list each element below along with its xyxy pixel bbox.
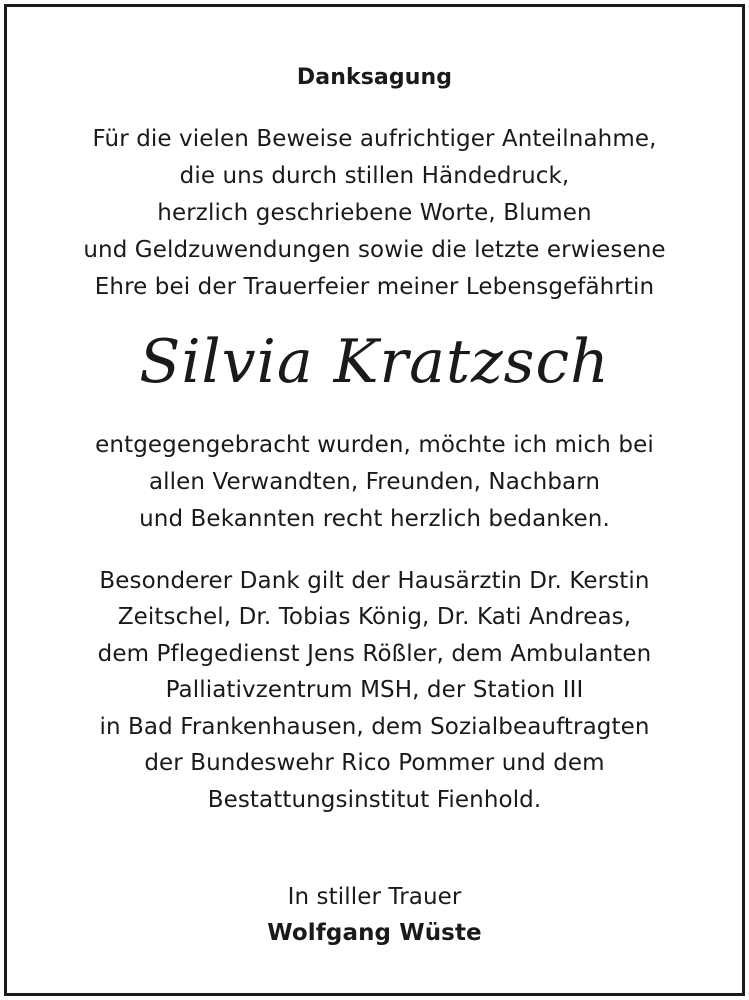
- paragraph2-line-2: allen Verwandten, Freunden, Nachbarn: [148, 469, 601, 495]
- deceased-name: Silvia Kratzsch: [139, 327, 610, 397]
- paragraph2-line-3: und Bekannten recht herzlich bedanken.: [139, 506, 610, 532]
- paragraph2-line-1: entgegengebracht wurden, möchte ich mich bei: [95, 432, 654, 458]
- paragraph1-line-3: herzlich geschriebene Worte, Blumen: [157, 200, 592, 226]
- paragraph3-line-6: der Bundeswehr Rico Pommer und dem: [144, 750, 605, 776]
- signature: Wolfgang Wüste: [267, 920, 482, 946]
- paragraph3-line-7: Bestattungsinstitut Fienhold.: [207, 787, 542, 813]
- paragraph1-line-4: und Geldzuwendungen sowie die letzte erwiesene: [83, 237, 666, 263]
- heading: Danksagung: [296, 65, 453, 90]
- paragraph3-line-3: dem Pflegedienst Jens Rößler, dem Ambulanten: [97, 641, 652, 667]
- paragraph3-line-4: Palliativzentrum MSH, der Station III: [165, 677, 584, 703]
- paragraph3-line-1: Besonderer Dank gilt der Hausärztin Dr. Kerstin: [99, 568, 650, 594]
- obituary-notice: [4, 4, 745, 996]
- paragraph1-line-1: Für die vielen Beweise aufrichtiger Anteilnahme,: [92, 126, 657, 152]
- paragraph3-line-2: Zeitschel, Dr. Tobias König, Dr. Kati Andreas,: [117, 604, 632, 630]
- paragraph1-line-2: die uns durch stillen Händedruck,: [179, 163, 570, 189]
- paragraph3-line-5: in Bad Frankenhausen, dem Sozialbeauftragten: [99, 714, 650, 740]
- closing-text: In stiller Trauer: [287, 884, 462, 910]
- paragraph1-line-5: Ehre bei der Trauerfeier meiner Lebensgefährtin: [94, 274, 655, 300]
